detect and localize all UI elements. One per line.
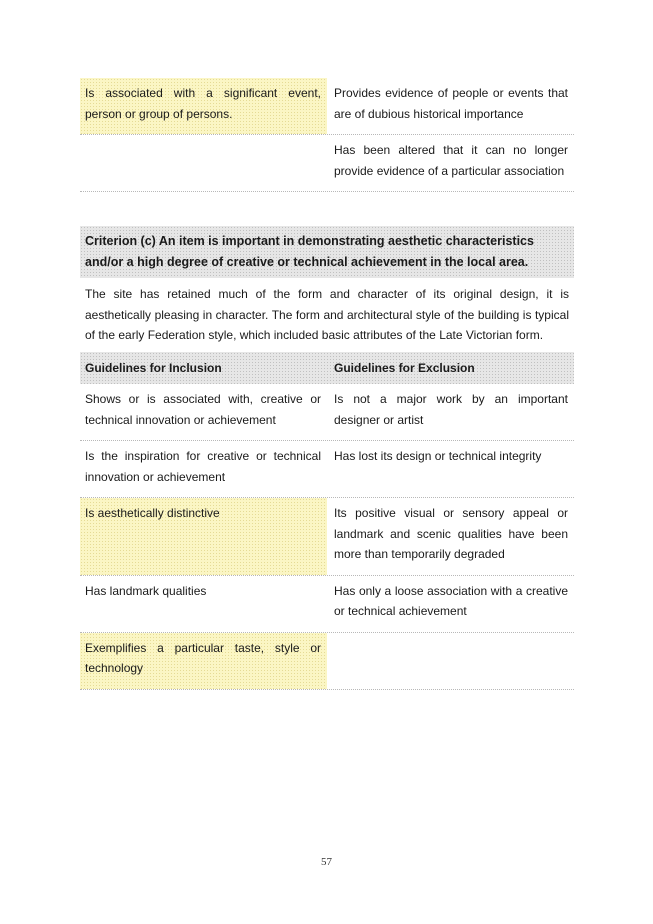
exclusion-cell: Has lost its design or technical integrity	[334, 449, 542, 463]
inclusion-cell: Is the inspiration for creative or technical innovation or achievement	[85, 449, 321, 484]
exclusion-cell	[327, 633, 574, 689]
table-row	[80, 441, 574, 498]
header-exclusion: Guidelines for Exclusion	[334, 360, 475, 375]
top-criteria-table	[80, 78, 574, 192]
inclusion-cell: Is associated with a significant event, person or group of persons.	[80, 78, 327, 134]
document-page	[80, 78, 574, 690]
exclusion-cell: Is not a major work by an important designer or artist	[334, 392, 568, 427]
page-number: 57	[321, 856, 332, 868]
exclusion-cell: Its positive visual or sensory appeal or landmark and scenic qualities have been more than temporarily degraded	[334, 506, 568, 561]
criterion-heading: Criterion (c) An item is important in demonstrating aesthetic characteristics and/or a high degree of creative or technical achievement in the local area.	[80, 226, 574, 278]
table-row	[80, 78, 574, 135]
exclusion-cell: Has been altered that it can no longer provide evidence of a particular association	[334, 143, 568, 178]
table-row	[80, 633, 574, 690]
inclusion-cell: Is aesthetically distinctive	[80, 498, 327, 575]
inclusion-cell	[80, 135, 327, 191]
inclusion-cell: Exemplifies a particular taste, style or technology	[80, 633, 327, 689]
table-row	[80, 384, 574, 441]
table-row	[80, 498, 574, 576]
table-header-row	[80, 352, 574, 385]
table-row	[80, 135, 574, 192]
inclusion-cell: Has landmark qualities	[85, 583, 207, 598]
inclusion-cell: Shows or is associated with, creative or technical innovation or achievement	[85, 392, 321, 427]
header-inclusion: Guidelines for Inclusion	[85, 360, 222, 375]
exclusion-cell: Has only a loose association with a creative or technical achievement	[334, 583, 568, 618]
guidelines-table	[80, 352, 574, 690]
table-row	[80, 576, 574, 633]
exclusion-cell: Provides evidence of people or events that are of dubious historical importance	[334, 86, 568, 121]
criterion-paragraph: The site has retained much of the form and character of its original design, it is aesthetically pleasing in character. The form and architectural style of the building is typical of the early Federation style, which included basic attributes of the Late Victorian form.	[85, 287, 569, 342]
